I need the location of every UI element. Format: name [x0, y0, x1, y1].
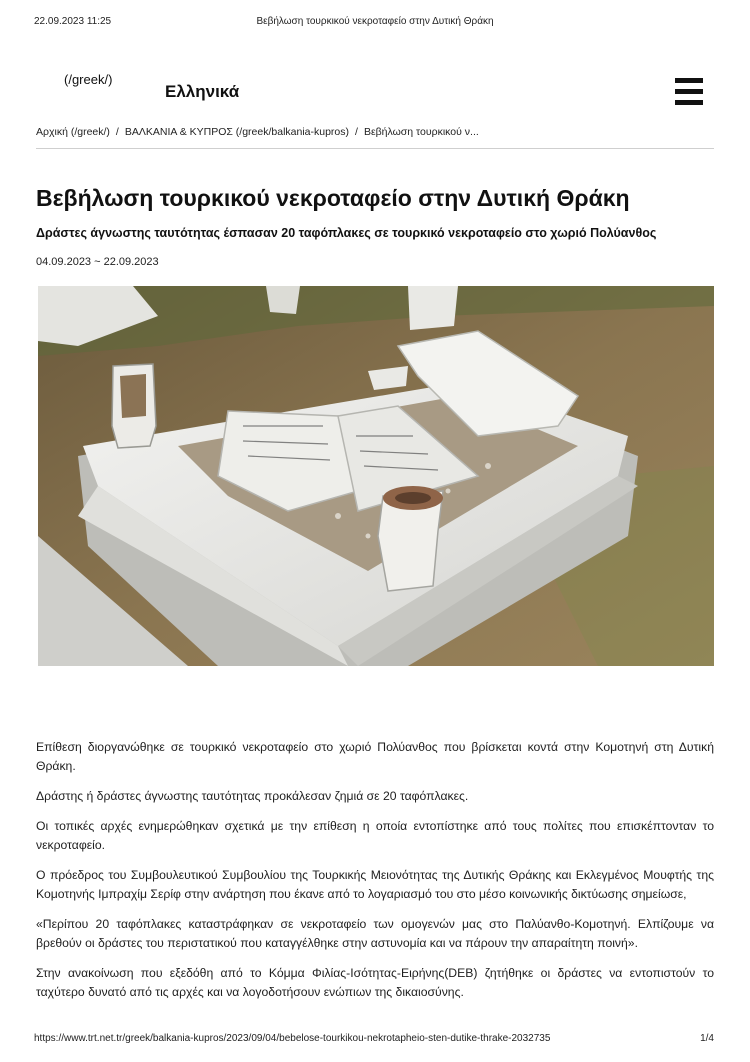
article-paragraph: Δράστης ή δράστες άγνωστης ταυτότητας προκάλεσαν ζημιά σε 20 ταφόπλακες.	[36, 789, 469, 803]
article-paragraph: «Περίπου 20 ταφόπλακες καταστράφηκαν σε νεκροταφείο των ομογενών μας στο Παλύανθο-Κομοτηνή. Ελπίζουμε να βρεθούν οι δράστες του περιστατικού που καταγγέλθηκε στην αστυνομία και να πάρουν την απαραίτητη ποινή».	[36, 917, 714, 950]
language-selector[interactable]: Ελληνικά	[165, 82, 240, 101]
site-logo-link[interactable]: (/greek/)	[64, 72, 113, 87]
article-title: Βεβήλωση τουρκικού νεκροταφείο στην Δυτική Θράκη	[36, 185, 630, 211]
hamburger-menu-icon[interactable]	[675, 78, 703, 108]
print-page-number: 1/4	[700, 1033, 714, 1044]
print-datetime: 22.09.2023 11:25	[34, 16, 112, 27]
breadcrumb-section-link[interactable]: ΒΑΛΚΑΝΙΑ & ΚΥΠΡΟΣ (/greek/balkania-kupros)	[124, 126, 350, 138]
breadcrumb-current: Βεβήλωση τουρκικού ν...	[363, 126, 479, 138]
site-header	[38, 60, 714, 120]
article-dates: 04.09.2023 ~ 22.09.2023	[36, 256, 159, 268]
article-paragraph: Επίθεση διοργανώθηκε σε τουρκικό νεκροταφείο στο χωριό Πολύανθος που βρίσκεται κοντά στην Κομοτηνή στη Δυτική Θράκη.	[36, 740, 714, 773]
print-doc-title: Βεβήλωση τουρκικού νεκροταφείο στην Δυτική Θράκη	[256, 16, 494, 27]
breadcrumb	[36, 126, 714, 149]
article-paragraph: Ο πρόεδρος του Συμβουλευτικού Συμβουλίου της Τουρκικής Μειονότητας της Δυτικής Θράκης και Εκλεγμένος Μουφτής της Κομοτηνής Ιμπραχίμ Σερίφ στην ανάρτηση που έκανε από το λογαριασμό του στο μέσο κοινωνικής δικτύωσης σημείωσε,	[36, 868, 714, 901]
article-body	[36, 738, 714, 1013]
broken-gravestone-photo	[38, 286, 714, 666]
breadcrumb-home-link[interactable]: Αρχική (/greek/)	[36, 126, 110, 138]
breadcrumb-separator: /	[355, 126, 358, 138]
breadcrumb-separator: /	[115, 126, 119, 138]
article-paragraph: Οι τοπικές αρχές ενημερώθηκαν σχετικά με την επίθεση η οποία εντοπίστηκε από τους πολίτες που επισκέπτονταν το νεκροταφείο.	[36, 819, 714, 852]
article-photo	[38, 286, 714, 666]
article-subtitle: Δράστες άγνωστης ταυτότητας έσπασαν 20 ταφόπλακες σε τουρκικό νεκροταφείο στο χωριό Πολύανθος	[36, 226, 657, 240]
article-paragraph: Στην ανακοίνωση που εξεδόθη από το Κόμμα Φιλίας-Ισότητας-Ειρήνης(DEB) ζητήθηκε οι δράστες να εντοπιστούν το ταχύτερο δυνατό από τις αρχές και να λογοδοτήσουν ενώπιων της δικαιοσύνης.	[36, 966, 714, 999]
print-url: https://www.trt.net.tr/greek/balkania-kupros/2023/09/04/bebelose-tourkikou-nekrotapheio-sten-dutike-thrake-2032735	[34, 1033, 551, 1044]
